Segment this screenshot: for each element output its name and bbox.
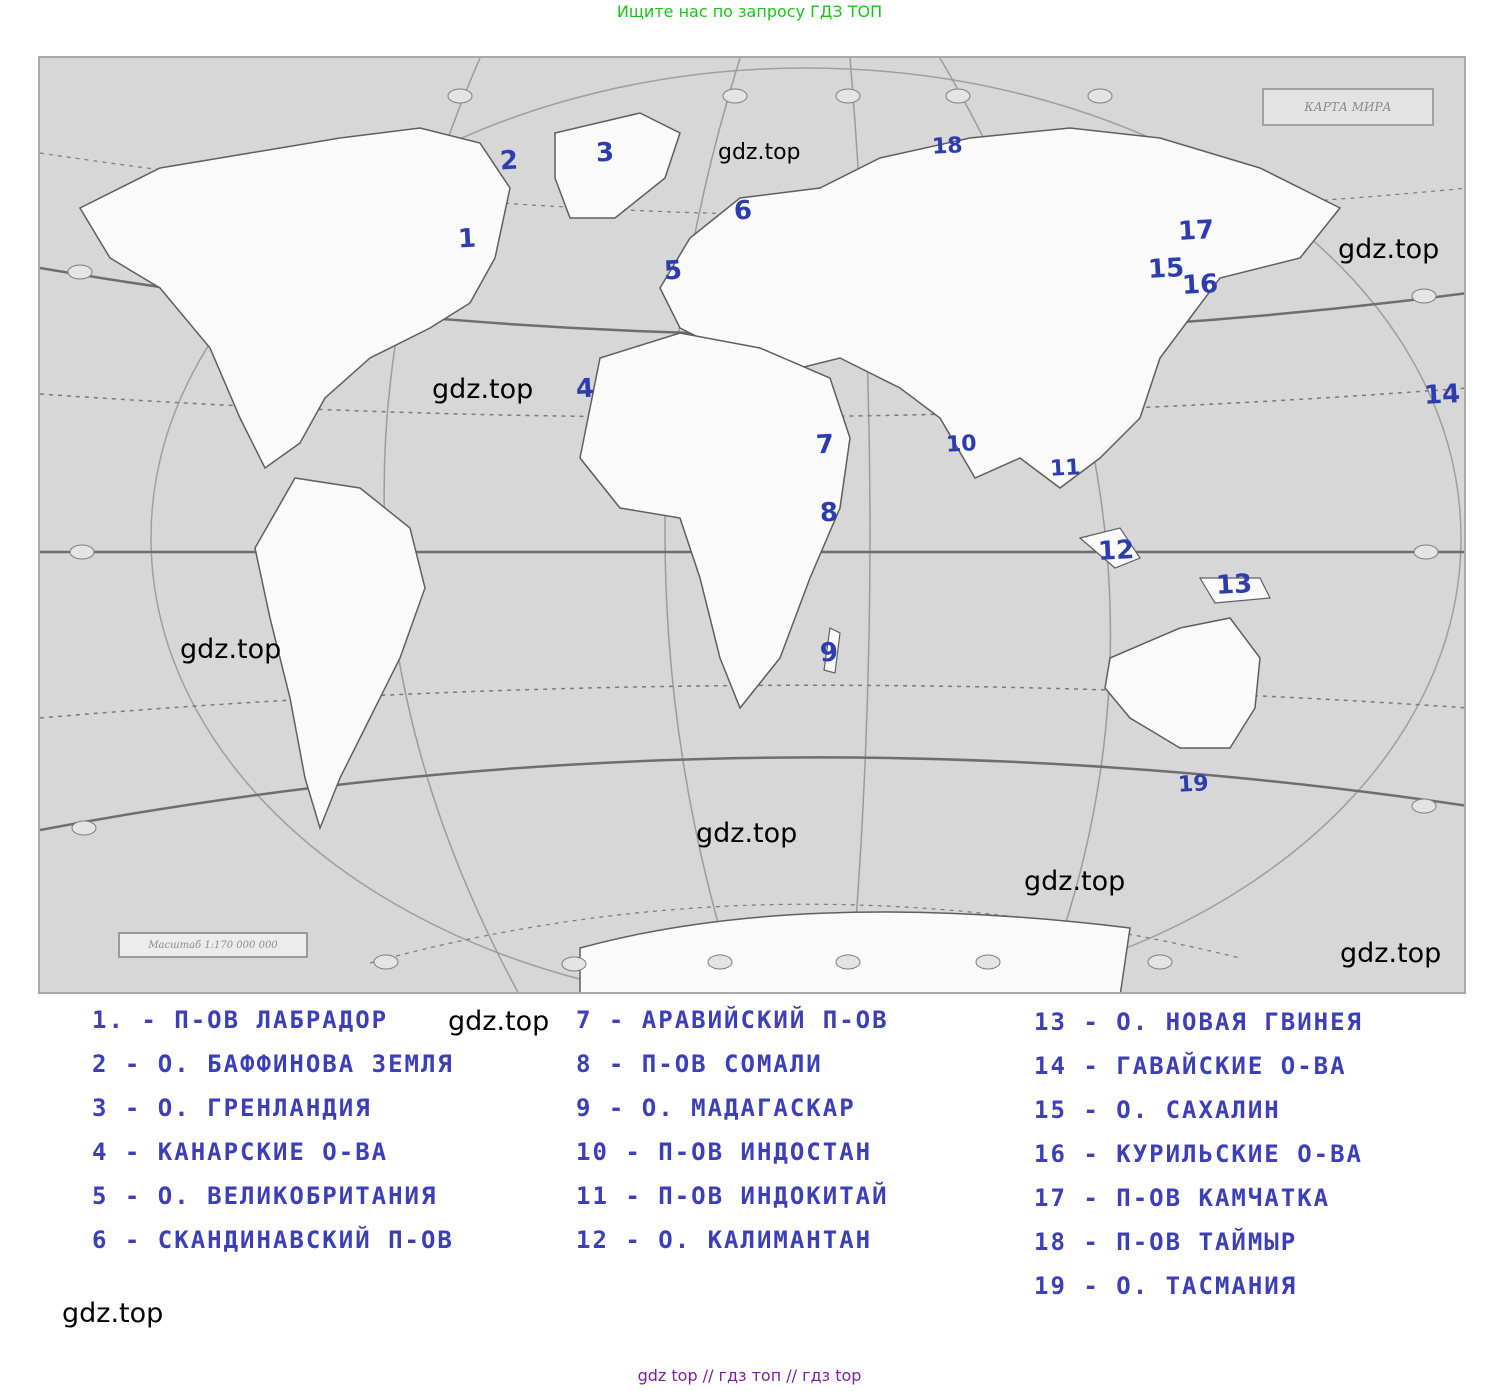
legend-column-2 — [576, 998, 889, 1262]
map-label-13: 13 — [1215, 569, 1253, 601]
legend-column-1 — [92, 998, 454, 1262]
watermark-6: gdz.top — [1024, 866, 1126, 897]
legend-item: 17 - П-ОВ КАМЧАТКА — [1034, 1184, 1331, 1212]
map-label-12: 12 — [1097, 535, 1135, 567]
map-label-1: 1 — [457, 223, 477, 255]
legend-item: 19 - О. ТАСМАНИЯ — [1034, 1272, 1298, 1300]
watermark-9: gdz.top — [62, 1298, 164, 1329]
map-title: КАРТА МИРА — [1262, 88, 1434, 126]
map-label-15: 15 — [1147, 253, 1185, 285]
legend-item: 5 - О. ВЕЛИКОБРИТАНИЯ — [92, 1182, 438, 1210]
map-graphic — [40, 58, 1466, 994]
map-label-5: 5 — [663, 255, 683, 287]
map-label-17: 17 — [1177, 215, 1215, 247]
legend-item: 16 - КУРИЛЬСКИЕ О-ВА — [1034, 1140, 1363, 1168]
map-label-19: 19 — [1177, 771, 1210, 798]
top-banner: Ищите нас по запросу ГДЗ ТОП — [616, 2, 883, 21]
legend-item: 9 - О. МАДАГАСКАР — [576, 1094, 856, 1122]
world-map — [38, 56, 1466, 994]
watermark-3: gdz.top — [432, 374, 534, 405]
map-label-11: 11 — [1049, 455, 1082, 482]
map-label-3: 3 — [595, 137, 615, 169]
map-label-10: 10 — [945, 431, 978, 458]
map-scale: Масштаб 1:170 000 000 — [118, 932, 308, 958]
legend-item: 18 - П-ОВ ТАЙМЫР — [1034, 1228, 1298, 1256]
map-label-9: 9 — [819, 637, 839, 669]
map-label-4: 4 — [575, 373, 595, 405]
map-label-18: 18 — [931, 133, 964, 160]
map-label-8: 8 — [819, 497, 839, 529]
legend-item: 1. - П-ОВ ЛАБРАДОР — [92, 1006, 389, 1034]
watermark-5: gdz.top — [696, 818, 798, 849]
legend-item: 11 - П-ОВ ИНДОКИТАЙ — [576, 1182, 889, 1210]
map-label-14: 14 — [1423, 379, 1461, 411]
legend-item: 4 - КАНАРСКИЕ О-ВА — [92, 1138, 389, 1166]
map-label-7: 7 — [815, 429, 835, 461]
legend-item: 2 - О. БАФФИНОВА ЗЕМЛЯ — [92, 1050, 454, 1078]
bottom-links[interactable]: gdz top // гдз топ // гдз top — [637, 1366, 862, 1385]
watermark-1: gdz.top — [718, 140, 801, 165]
legend-item: 8 - П-ОВ СОМАЛИ — [576, 1050, 823, 1078]
legend-item: 15 - О. САХАЛИН — [1034, 1096, 1281, 1124]
legend-item: 3 - О. ГРЕНЛАНДИЯ — [92, 1094, 372, 1122]
watermark-8: gdz.top — [448, 1006, 550, 1037]
legend-item: 6 - СКАНДИНАВСКИЙ П-ОВ — [92, 1226, 454, 1254]
map-label-16: 16 — [1181, 269, 1219, 301]
legend-item: 14 - ГАВАЙСКИЕ О-ВА — [1034, 1052, 1347, 1080]
map-label-6: 6 — [733, 195, 753, 227]
legend-item: 10 - П-ОВ ИНДОСТАН — [576, 1138, 873, 1166]
watermark-2: gdz.top — [1338, 234, 1440, 265]
legend-item: 12 - О. КАЛИМАНТАН — [576, 1226, 873, 1254]
legend-column-3 — [1034, 1000, 1363, 1308]
legend-item: 7 - АРАВИЙСКИЙ П-ОВ — [576, 1006, 889, 1034]
watermark-4: gdz.top — [180, 634, 282, 665]
watermark-7: gdz.top — [1340, 938, 1442, 969]
legend-item: 13 - О. НОВАЯ ГВИНЕЯ — [1034, 1008, 1363, 1036]
map-label-2: 2 — [499, 145, 519, 177]
